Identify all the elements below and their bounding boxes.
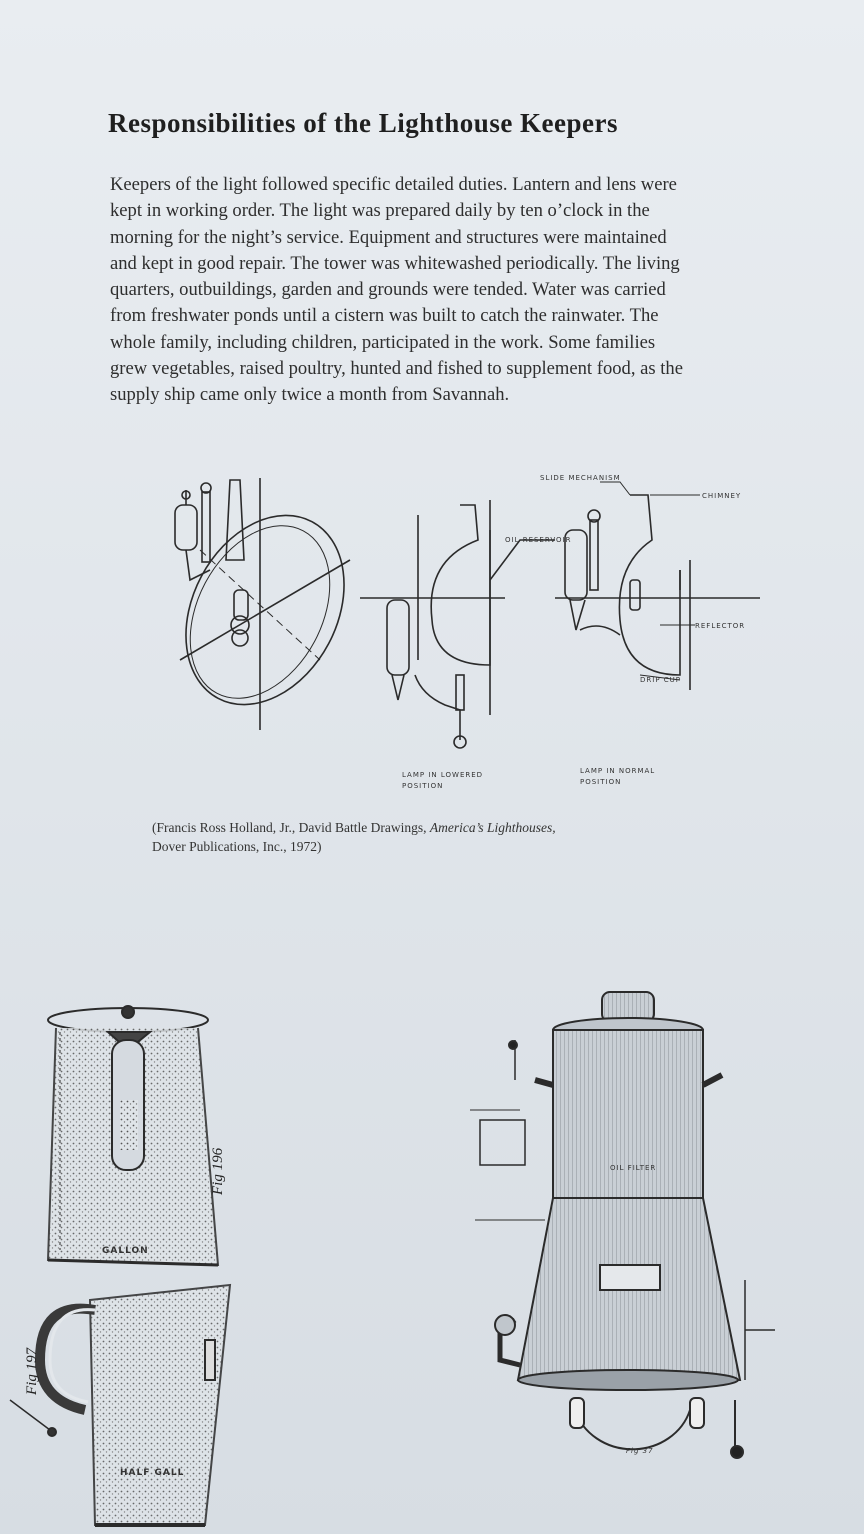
oil-filter-label: OIL FILTER bbox=[610, 1164, 657, 1172]
oil-reservoir-label: OIL RESERVOIR bbox=[505, 536, 572, 544]
paragraph-line: morning for the night’s service. Equipment and structures were maintained bbox=[110, 226, 667, 248]
paragraph-line: quarters, outbuildings, garden and grounds were tended. Water was carried bbox=[110, 279, 666, 301]
drip-cup-label: DRIP CUP bbox=[640, 676, 681, 684]
fig-197-label: Fig 197 bbox=[24, 1347, 40, 1395]
paragraph-line: kept in working order. The light was prepared daily by ten o’clock in the bbox=[110, 200, 650, 222]
paragraph-line: supply ship came only twice a month from Savannah. bbox=[110, 384, 510, 406]
credit-publisher: Dover Publications, Inc., 1972) bbox=[152, 839, 322, 854]
paragraph-line: from freshwater ponds until a cistern was built to catch the rainwater. The bbox=[110, 305, 659, 327]
fig-37-label: Fig 37 bbox=[626, 1447, 654, 1455]
paragraph-line: grew vegetables, raised poultry, hunted and fished to supplement food, as the bbox=[110, 358, 683, 380]
page-title: Responsibilities of the Lighthouse Keepers bbox=[108, 108, 619, 138]
slide-mechanism-label: SLIDE MECHANISM bbox=[540, 474, 621, 482]
lamp-drawings bbox=[160, 470, 780, 800]
half-gallon-label: HALF GALL bbox=[120, 1468, 185, 1478]
normal-position-label-2: POSITION bbox=[580, 778, 622, 786]
normal-lamp-drawing bbox=[555, 482, 760, 690]
paragraph-line: whole family, including children, participated in the work. Some families bbox=[110, 331, 656, 353]
gallon-label: GALLON bbox=[102, 1246, 149, 1256]
fig-196-label: Fig 196 bbox=[210, 1147, 226, 1195]
chimney-label: CHIMNEY bbox=[702, 492, 742, 500]
credit-book-title: America’s Lighthouses, bbox=[429, 820, 556, 835]
oil-filter-drawing bbox=[470, 992, 775, 1458]
paragraph-line: and kept in good repair. The tower was whitewashed periodically. The living bbox=[110, 252, 680, 274]
normal-position-label-1: LAMP IN NORMAL bbox=[580, 767, 656, 775]
reflector-label: REFLECTOR bbox=[695, 622, 746, 630]
lowered-position-label-1: LAMP IN LOWERED bbox=[402, 771, 484, 779]
lowered-position-label-2: POSITION bbox=[402, 782, 444, 790]
half-gallon-can-drawing bbox=[10, 1285, 230, 1525]
oil-can-drawings bbox=[0, 980, 864, 1534]
gallon-can-drawing bbox=[48, 1006, 218, 1265]
paragraph-line: Keepers of the light followed specific detailed duties. Lantern and lens were bbox=[110, 174, 677, 195]
duties-paragraph bbox=[110, 172, 800, 409]
reflector-lamp-drawing bbox=[160, 478, 376, 732]
credit-authors: (Francis Ross Holland, Jr., David Battle Drawings, bbox=[152, 820, 430, 835]
image-credit bbox=[152, 818, 752, 856]
